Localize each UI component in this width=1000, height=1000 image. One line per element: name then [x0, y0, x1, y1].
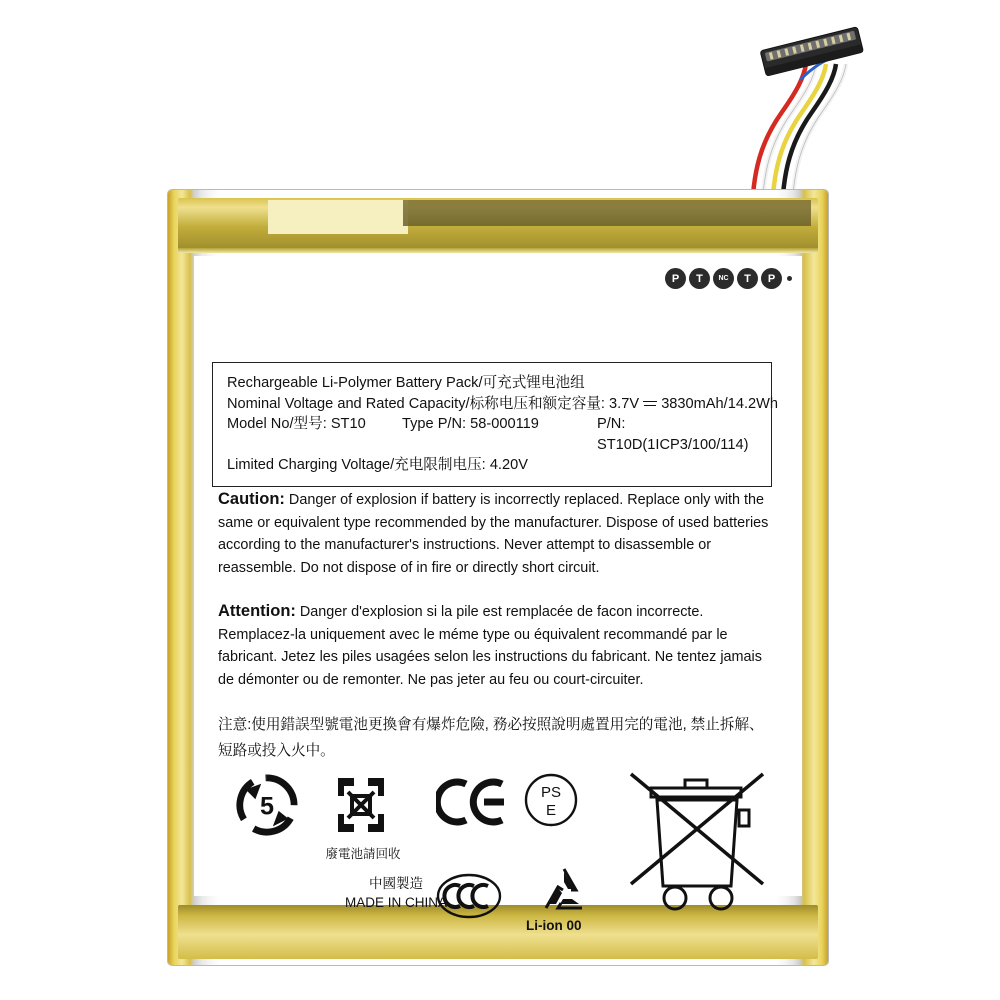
charging-voltage-row	[227, 455, 759, 476]
attention-warning	[218, 600, 778, 691]
svg-text:5: 5	[260, 792, 274, 821]
terminal-t-left: T	[689, 268, 710, 289]
li-ion-label: Li-ion 00	[526, 918, 582, 933]
ce-mark-icon	[436, 778, 506, 826]
recycle-5-icon	[236, 774, 298, 836]
terminal-dot	[787, 276, 792, 281]
pse-mark-icon	[523, 772, 579, 828]
voltage-value: 3.7V	[609, 395, 640, 412]
svg-text:E: E	[545, 802, 557, 819]
chinese-warning	[218, 712, 788, 764]
chinese-warning-line-2: 短路或投入火中。	[218, 743, 335, 759]
type-pn-value: 58-000119	[470, 416, 539, 432]
terminal-markings	[665, 268, 792, 289]
pn-cell	[597, 414, 759, 455]
voltage-capacity-label: Nominal Voltage and Rated Capacity/标称电压和额定容量:	[227, 395, 605, 412]
chinese-warning-line-1: 注意:使用錯誤型號電池更換會有爆炸危險, 務必按照說明處置用完的電池, 禁止拆解、	[218, 717, 764, 733]
made-in-line-2: MADE IN CHINA	[344, 895, 447, 910]
caution-heading: Caution	[218, 490, 280, 508]
caution-warning	[218, 488, 778, 579]
terminal-p-right: P	[761, 268, 782, 289]
type-pn-cell	[402, 414, 597, 455]
charging-voltage-value: 4.20V	[489, 457, 528, 473]
voltage-capacity-row	[227, 394, 779, 415]
svg-text:PS: PS	[540, 784, 562, 801]
terminal-nc: NC	[713, 268, 734, 289]
ccc-mark-icon	[436, 870, 502, 922]
caution-separator: :	[279, 490, 285, 508]
model-label: Model No/型号:	[227, 416, 327, 432]
product-title: Rechargeable Li-Polymer Battery Pack/可充式锂电池组	[227, 375, 585, 391]
battery-body	[168, 190, 828, 965]
dc-current-icon	[643, 399, 657, 409]
battery-recycling-icon	[328, 772, 394, 838]
li-ion-recycle-icon	[538, 866, 590, 918]
terminal-p-left: P	[665, 268, 686, 289]
weee-crossed-bin-icon	[613, 766, 798, 926]
charging-voltage-label: Limited Charging Voltage/充电限制电压:	[227, 457, 486, 473]
model-value: ST10	[330, 416, 366, 432]
specification-box	[212, 362, 779, 487]
capacity-value: 3830mAh/14.2Wh	[661, 395, 779, 412]
pn-value: ST10D(1ICP3/100/114)	[597, 436, 749, 453]
top-foil-highlight	[268, 200, 408, 234]
attention-text: Danger d'explosion si la pile est remplacée de facon incorrecte. Remplacez-la uniquement avec le méme type ou équivalent recommandé par le fabricant. Jetez les piles usagées selon les instructions du fabricant. Ne tentez jamais de démonter ou de remonter. Ne pas jeter au feu ou court-circuiter.	[218, 604, 762, 688]
model-row	[227, 414, 759, 455]
terminal-t-right: T	[737, 268, 758, 289]
pn-label: P/N:	[597, 416, 626, 432]
top-foil-dark-band	[403, 200, 811, 226]
compliance-symbols	[218, 770, 798, 940]
model-label-value	[227, 414, 402, 455]
attention-heading: Attention	[218, 602, 291, 620]
battery-recycling-caption: 廢電池請回收	[325, 847, 401, 861]
made-in-line-1: 中國製造	[369, 876, 423, 891]
top-foil-edge	[178, 248, 818, 253]
caution-text: Danger of explosion if battery is incorrectly replaced. Replace only with the same or equivalent type recommended by the manufacturer. Dispose of used batteries according to the manufacturer's instructions. Never attempt to disassemble or reassemble. Do not dispose of in fire or directly short circuit.	[218, 492, 769, 576]
attention-separator: :	[290, 602, 296, 620]
type-pn-label: Type P/N:	[402, 416, 467, 432]
